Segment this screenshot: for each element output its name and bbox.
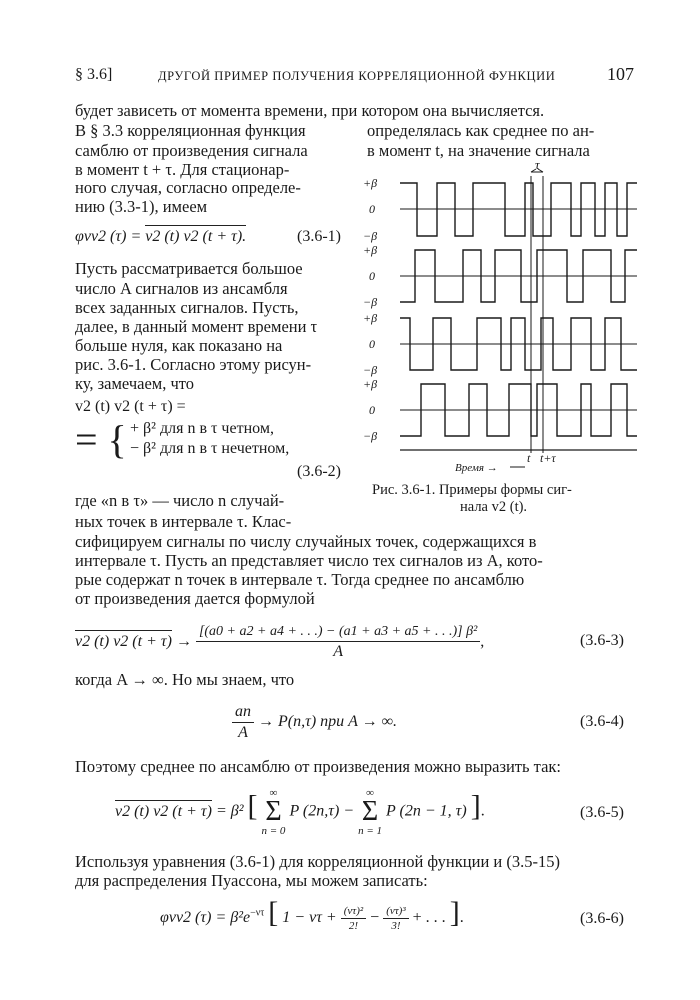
text-line: всех заданных сигналов. Пусть,: [75, 298, 299, 317]
text-line: В § 3.3 корреляционная функция: [75, 121, 306, 140]
level-label: 0: [369, 202, 375, 216]
tau-label: τ: [535, 158, 540, 172]
series-tail: + . . .: [412, 909, 446, 926]
text-line: где «n в τ» — число n случай-: [75, 491, 285, 510]
text-line: сифицируем сигналы по числу случайных точек, содержащихся в: [75, 532, 537, 551]
text-line: Пусть рассматривается большое: [75, 259, 303, 278]
running-title: ДРУГОЙ ПРИМЕР ПОЛУЧЕНИЯ КОРРЕЛЯЦИОННОЙ ФУНКЦИИ: [158, 69, 556, 83]
equation-3-6-4: [232, 703, 397, 742]
text-line: рис. 3.6-1. Согласно этому рисун-: [75, 355, 312, 374]
time-axis-label: Время →: [455, 462, 498, 474]
eq-mid: = β²: [215, 802, 244, 820]
text-line: Используя уравнения (3.6-1) для корреляционной функции и (3.5-15): [75, 852, 560, 871]
level-label: 0: [369, 403, 375, 417]
text-line: больше нуля, как показано на: [75, 336, 283, 355]
eq-lhs: v2 (t) v2 (t + τ): [115, 800, 212, 820]
eq-lhs: v2 (t) v2 (t + τ): [75, 630, 172, 650]
numerator: [(a0 + a2 + a4 + . . .) − (a1 + a3 + a5 + . . .)] β²: [196, 624, 480, 642]
equation-3-6-1: [75, 228, 246, 246]
equation-number: (3.6-4): [580, 713, 624, 730]
series-start: 1 − ντ +: [282, 909, 337, 926]
equation-3-6-6: φvv2 $(\tau) = \beta^2e^{-\nu\tau}$ [ 1 − ντ + $\frac{\text{(ντ)²}}{2!}$ − $\frac{\text{(ντ)³}}{3!}$ + . . . ].: [160, 896, 464, 932]
eq-lhs: φvv2 (τ) = β²e: [160, 909, 251, 926]
level-label: 0: [369, 269, 375, 283]
text-line: самблю от произведения сигнала: [75, 141, 308, 160]
text-line: от произведения дается формулой: [75, 589, 315, 608]
level-label: −β: [363, 295, 378, 309]
fraction: [232, 703, 254, 742]
eq-lhs: φvv2 (τ) =: [75, 228, 142, 245]
text-line: будет зависеть от момента времени, при котором она вычисляется.: [75, 101, 545, 120]
section-ref: § 3.6]: [75, 66, 113, 83]
fraction: $\frac{\text{(ντ)²}}{2!}$: [341, 905, 366, 932]
denominator: A: [238, 724, 248, 741]
page-number: 107: [607, 64, 634, 84]
text-line: когда A → ∞. Но мы знаем, что: [75, 670, 295, 689]
text-line: число A сигналов из ансамбля: [75, 279, 288, 298]
exponent: −ντ: [250, 907, 265, 919]
text-line: в момент t, на значение сигнала: [367, 141, 590, 160]
sum-symbol: ∞ Σ n = 0: [261, 787, 286, 837]
equation-case-odd: − β² для n в τ нечетном,: [130, 440, 290, 457]
fraction: [196, 624, 480, 661]
text-line: Поэтому среднее по ансамблю от произведения можно выразить так:: [75, 757, 562, 776]
equation-number: (3.6-3): [580, 632, 624, 649]
eq-rhs: v2 (t) v2 (t + τ).: [145, 225, 246, 245]
equation-3-6-3: v2 (t) v2 (t + τ) → $\frac{\text{[(a0 + a2 + a4 + . . .) − (a1 + a3 + a5 + . . .)] β²}}{A}$ ,: [75, 624, 485, 660]
figure-caption: нала v2 (t).: [460, 499, 528, 515]
figure-caption: Рис. 3.6-1. Примеры формы сиг-: [372, 482, 572, 498]
t-label: t: [527, 451, 531, 465]
level-label: +β: [363, 176, 378, 190]
equation-number: (3.6-2): [297, 463, 341, 480]
term2: P (2n − 1, τ): [386, 802, 467, 820]
text-line: интервале τ. Пусть an представляет число тех сигналов из A, кото-: [75, 551, 543, 570]
equation-3-6-5: v2 (t) v2 (t + τ) = β² [ ∞ Σ n = 0 P (2n,τ) − ∞ Σ n = 1 P (2n − 1, τ) ].: [115, 787, 485, 837]
text-line: ного случая, согласно определе-: [75, 178, 301, 197]
t-tau-label: t+τ: [540, 451, 556, 465]
level-label: −β: [363, 429, 378, 443]
level-label: +β: [363, 311, 378, 325]
level-label: −β: [363, 229, 378, 243]
text-line: ных точек в интервале τ. Клас-: [75, 512, 292, 531]
sum-symbol: ∞ Σ n = 1: [358, 787, 383, 837]
text-line: ку, замечаем, что: [75, 374, 195, 393]
fraction: $\frac{\text{(ντ)³}}{3!}$: [383, 905, 408, 932]
numerator: an: [232, 703, 254, 723]
denominator: A: [333, 643, 343, 660]
equation-3-6-2-line1: v2 (t) v2 (t + τ) =: [75, 398, 186, 415]
text-line: в момент t + τ. Для стационар-: [75, 160, 290, 179]
level-label: +β: [363, 243, 378, 257]
equation-case-even: + β² для n в τ четном,: [130, 420, 274, 437]
equals-brace: = {: [75, 417, 127, 462]
level-label: 0: [369, 337, 375, 351]
text-line: нию (3.3-1), имеем: [75, 197, 208, 216]
equation-number: (3.6-6): [580, 910, 624, 927]
equation-number: (3.6-5): [580, 804, 624, 821]
equation-number: (3.6-1): [297, 228, 341, 245]
term1: P (2n,τ) −: [289, 802, 355, 820]
text-line: рые содержат n точек в интервале τ. Тогда среднее по ансамблю: [75, 570, 525, 589]
eq-rhs: → P(n,τ) при A → ∞.: [258, 713, 398, 731]
level-label: +β: [363, 377, 378, 391]
signal-figure: [355, 158, 645, 498]
text-line: далее, в данный момент времени τ: [75, 317, 318, 336]
text-line: определялась как среднее по ан-: [367, 121, 595, 140]
text-line: для распределения Пуассона, мы можем записать:: [75, 871, 428, 890]
level-label: −β: [363, 363, 378, 377]
